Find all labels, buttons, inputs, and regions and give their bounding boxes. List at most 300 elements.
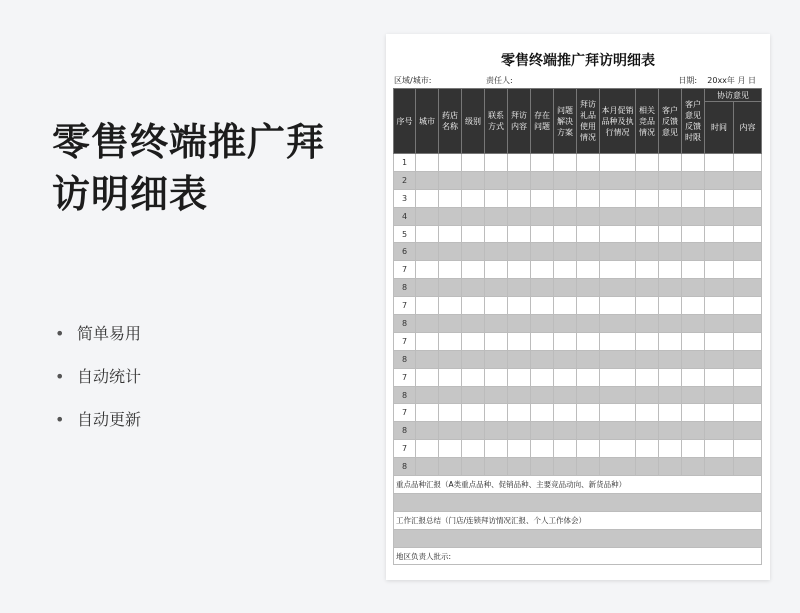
table-cell[interactable]: [659, 368, 682, 386]
table-cell[interactable]: [508, 315, 531, 333]
key-products-label: 重点品种汇报（A类重点品种、促销品种、主要竞品动向、新货品种）: [394, 476, 762, 494]
table-cell[interactable]: [462, 297, 485, 315]
table-cell[interactable]: [462, 386, 485, 404]
table-cell[interactable]: [439, 225, 462, 243]
table-cell[interactable]: [600, 386, 636, 404]
table-cell[interactable]: [682, 243, 705, 261]
row-seq-cell: 8: [394, 279, 416, 297]
table-cell[interactable]: [508, 154, 531, 172]
row-seq-cell: 8: [394, 315, 416, 333]
table-cell[interactable]: [416, 404, 439, 422]
table-cell[interactable]: [462, 171, 485, 189]
table-cell[interactable]: [531, 261, 554, 279]
table-cell[interactable]: [531, 315, 554, 333]
table-cell[interactable]: [508, 189, 531, 207]
table-cell[interactable]: [577, 386, 600, 404]
header-assist-group: 协访意见: [705, 89, 762, 102]
table-cell[interactable]: [416, 154, 439, 172]
table-cell[interactable]: [705, 225, 734, 243]
key-products-value: [394, 493, 762, 511]
manager-comment-label: 地区负责人批示:: [394, 547, 762, 565]
table-cell[interactable]: [485, 422, 508, 440]
table-cell[interactable]: [734, 386, 762, 404]
table-cell[interactable]: [577, 189, 600, 207]
table-cell[interactable]: [508, 404, 531, 422]
table-cell[interactable]: [462, 404, 485, 422]
table-cell[interactable]: [416, 458, 439, 476]
table-cell[interactable]: [734, 350, 762, 368]
table-cell[interactable]: [485, 171, 508, 189]
table-cell[interactable]: [439, 243, 462, 261]
table-row: [394, 458, 762, 476]
row-seq-cell: 8: [394, 422, 416, 440]
table-cell[interactable]: [416, 332, 439, 350]
table-cell[interactable]: [531, 440, 554, 458]
table-cell[interactable]: [705, 154, 734, 172]
table-cell[interactable]: [734, 154, 762, 172]
table-cell[interactable]: [682, 332, 705, 350]
feature-label: 自动统计: [77, 366, 142, 386]
table-cell[interactable]: [485, 315, 508, 333]
table-cell[interactable]: [577, 440, 600, 458]
table-cell[interactable]: [600, 297, 636, 315]
table-cell[interactable]: [508, 458, 531, 476]
table-cell[interactable]: [485, 386, 508, 404]
table-cell[interactable]: [682, 404, 705, 422]
table-cell[interactable]: [682, 171, 705, 189]
bullet-icon: •: [55, 409, 65, 429]
table-cell[interactable]: [577, 171, 600, 189]
table-cell[interactable]: [439, 189, 462, 207]
table-cell[interactable]: [600, 279, 636, 297]
table-cell[interactable]: [659, 243, 682, 261]
table-cell[interactable]: [600, 422, 636, 440]
table-cell[interactable]: [439, 171, 462, 189]
table-cell[interactable]: [531, 350, 554, 368]
table-cell[interactable]: [734, 261, 762, 279]
table-cell[interactable]: [508, 386, 531, 404]
feature-label: 自动更新: [77, 409, 142, 429]
table-cell[interactable]: [636, 279, 659, 297]
table-cell[interactable]: [659, 350, 682, 368]
table-cell[interactable]: [705, 189, 734, 207]
table-cell[interactable]: [682, 154, 705, 172]
table-cell[interactable]: [705, 279, 734, 297]
table-cell[interactable]: [439, 386, 462, 404]
table-cell[interactable]: [439, 332, 462, 350]
table-cell[interactable]: [485, 207, 508, 225]
table-cell[interactable]: [508, 422, 531, 440]
table-cell[interactable]: [554, 261, 577, 279]
table-cell[interactable]: [416, 171, 439, 189]
table-cell[interactable]: [439, 154, 462, 172]
table-row: [394, 225, 762, 243]
header-level: 级别: [462, 89, 485, 154]
table-cell[interactable]: [636, 315, 659, 333]
table-cell[interactable]: [531, 458, 554, 476]
visit-table: [393, 88, 762, 565]
table-cell[interactable]: [485, 243, 508, 261]
table-cell[interactable]: [554, 243, 577, 261]
table-cell[interactable]: [531, 243, 554, 261]
table-cell[interactable]: [462, 207, 485, 225]
table-cell[interactable]: [705, 261, 734, 279]
table-cell[interactable]: [682, 315, 705, 333]
table-cell[interactable]: [577, 315, 600, 333]
row-seq-cell: 7: [394, 440, 416, 458]
table-cell[interactable]: [485, 368, 508, 386]
table-cell[interactable]: [636, 207, 659, 225]
table-cell[interactable]: [705, 315, 734, 333]
table-cell[interactable]: [439, 422, 462, 440]
table-cell[interactable]: [462, 279, 485, 297]
table-row: [394, 261, 762, 279]
table-cell[interactable]: [462, 350, 485, 368]
header-solution: 问题解决方案: [554, 89, 577, 154]
table-cell[interactable]: [485, 297, 508, 315]
table-cell[interactable]: [508, 440, 531, 458]
table-cell[interactable]: [734, 315, 762, 333]
table-cell[interactable]: [462, 422, 485, 440]
table-cell[interactable]: [734, 207, 762, 225]
table-cell[interactable]: [439, 261, 462, 279]
table-cell[interactable]: [734, 297, 762, 315]
table-cell[interactable]: [531, 225, 554, 243]
table-cell[interactable]: [682, 458, 705, 476]
table-cell[interactable]: [636, 350, 659, 368]
table-cell[interactable]: [600, 207, 636, 225]
row-seq-cell: 7: [394, 261, 416, 279]
row-seq-cell: 8: [394, 386, 416, 404]
table-cell[interactable]: [636, 189, 659, 207]
table-cell[interactable]: [531, 171, 554, 189]
table-cell[interactable]: [531, 207, 554, 225]
table-cell[interactable]: [659, 154, 682, 172]
header-feedback-deadline: 客户意见反馈时限: [682, 89, 705, 154]
table-cell[interactable]: [531, 332, 554, 350]
table-cell[interactable]: [554, 189, 577, 207]
table-cell[interactable]: [577, 350, 600, 368]
table-cell[interactable]: [577, 332, 600, 350]
table-cell[interactable]: [636, 297, 659, 315]
table-cell[interactable]: [659, 189, 682, 207]
table-cell[interactable]: [705, 207, 734, 225]
table-cell[interactable]: [554, 297, 577, 315]
table-cell[interactable]: [636, 243, 659, 261]
table-cell[interactable]: [462, 368, 485, 386]
table-cell[interactable]: [439, 207, 462, 225]
table-cell[interactable]: [636, 225, 659, 243]
table-cell[interactable]: [577, 458, 600, 476]
table-cell[interactable]: [734, 440, 762, 458]
table-cell[interactable]: [554, 458, 577, 476]
table-cell[interactable]: [416, 315, 439, 333]
table-cell[interactable]: [600, 189, 636, 207]
table-cell[interactable]: [416, 279, 439, 297]
table-cell[interactable]: [439, 315, 462, 333]
date-label: 日期:: [678, 76, 698, 85]
table-cell[interactable]: [416, 422, 439, 440]
table-cell[interactable]: [659, 279, 682, 297]
table-cell[interactable]: [416, 297, 439, 315]
table-cell[interactable]: [682, 386, 705, 404]
table-cell[interactable]: [705, 368, 734, 386]
table-cell[interactable]: [462, 315, 485, 333]
table-cell[interactable]: [531, 422, 554, 440]
table-cell[interactable]: [682, 261, 705, 279]
table-cell[interactable]: [659, 261, 682, 279]
table-cell[interactable]: [554, 404, 577, 422]
table-cell[interactable]: [659, 404, 682, 422]
table-cell[interactable]: [577, 279, 600, 297]
table-cell[interactable]: [531, 386, 554, 404]
table-row: [394, 279, 762, 297]
table-cell[interactable]: [554, 350, 577, 368]
table-cell[interactable]: [734, 458, 762, 476]
table-cell[interactable]: [485, 404, 508, 422]
table-cell[interactable]: [659, 171, 682, 189]
row-seq-cell: 7: [394, 297, 416, 315]
table-cell[interactable]: [485, 332, 508, 350]
table-cell[interactable]: [416, 243, 439, 261]
promo-title-line1: 零售终端推广拜: [52, 120, 326, 164]
table-cell[interactable]: [508, 350, 531, 368]
table-cell[interactable]: [577, 261, 600, 279]
table-cell[interactable]: [734, 189, 762, 207]
table-cell[interactable]: [636, 332, 659, 350]
table-cell[interactable]: [682, 350, 705, 368]
table-cell[interactable]: [577, 154, 600, 172]
table-cell[interactable]: [734, 332, 762, 350]
table-cell[interactable]: [554, 386, 577, 404]
table-cell[interactable]: [734, 422, 762, 440]
table-cell[interactable]: [485, 279, 508, 297]
work-summary-value: [394, 529, 762, 547]
table-cell[interactable]: [554, 171, 577, 189]
table-cell[interactable]: [682, 440, 705, 458]
table-cell[interactable]: [682, 225, 705, 243]
table-cell[interactable]: [659, 297, 682, 315]
table-cell[interactable]: [439, 440, 462, 458]
table-cell[interactable]: [600, 225, 636, 243]
table-cell[interactable]: [682, 422, 705, 440]
promo-title: [52, 116, 372, 220]
table-cell[interactable]: [508, 368, 531, 386]
table-cell[interactable]: [659, 207, 682, 225]
table-cell[interactable]: [531, 368, 554, 386]
table-cell[interactable]: [600, 332, 636, 350]
table-cell[interactable]: [636, 422, 659, 440]
table-cell[interactable]: [439, 350, 462, 368]
table-cell[interactable]: [416, 225, 439, 243]
table-cell[interactable]: [554, 440, 577, 458]
table-cell[interactable]: [636, 368, 659, 386]
table-cell[interactable]: [485, 154, 508, 172]
table-cell[interactable]: [705, 404, 734, 422]
table-row: [394, 422, 762, 440]
table-cell[interactable]: [439, 458, 462, 476]
header-gift-usage: 拜访礼品使用情况: [577, 89, 600, 154]
table-cell[interactable]: [439, 279, 462, 297]
table-cell[interactable]: [416, 368, 439, 386]
date-value: 20xx年 月 日: [707, 76, 756, 85]
table-cell[interactable]: [659, 332, 682, 350]
table-cell[interactable]: [416, 440, 439, 458]
table-cell[interactable]: [734, 225, 762, 243]
table-cell[interactable]: [554, 154, 577, 172]
table-cell[interactable]: [636, 386, 659, 404]
table-cell[interactable]: [705, 440, 734, 458]
table-cell[interactable]: [462, 154, 485, 172]
sheet-title: 零售终端推广拜访明细表: [501, 53, 655, 69]
table-cell[interactable]: [577, 225, 600, 243]
table-cell[interactable]: [705, 171, 734, 189]
table-cell[interactable]: [577, 422, 600, 440]
table-cell[interactable]: [734, 368, 762, 386]
table-cell[interactable]: [705, 243, 734, 261]
table-cell[interactable]: [577, 207, 600, 225]
table-cell[interactable]: [705, 332, 734, 350]
table-cell[interactable]: [462, 440, 485, 458]
table-cell[interactable]: [659, 458, 682, 476]
header-competitor: 相关竞品情况: [636, 89, 659, 154]
table-cell[interactable]: [636, 458, 659, 476]
table-cell[interactable]: [531, 297, 554, 315]
table-cell[interactable]: [636, 261, 659, 279]
table-cell[interactable]: [416, 386, 439, 404]
table-cell[interactable]: [485, 189, 508, 207]
table-cell[interactable]: [636, 440, 659, 458]
table-row: [394, 332, 762, 350]
table-cell[interactable]: [705, 458, 734, 476]
feature-item: [55, 312, 141, 355]
table-cell[interactable]: [508, 225, 531, 243]
table-cell[interactable]: [705, 422, 734, 440]
table-cell[interactable]: [659, 386, 682, 404]
table-cell[interactable]: [734, 171, 762, 189]
row-seq-cell: 7: [394, 368, 416, 386]
table-cell[interactable]: [682, 297, 705, 315]
table-cell[interactable]: [485, 350, 508, 368]
region-label: 区域/城市:: [394, 76, 432, 85]
table-cell[interactable]: [485, 440, 508, 458]
table-cell[interactable]: [462, 261, 485, 279]
table-cell[interactable]: [600, 261, 636, 279]
table-cell[interactable]: [705, 297, 734, 315]
table-cell[interactable]: [485, 458, 508, 476]
table-cell[interactable]: [600, 171, 636, 189]
table-cell[interactable]: [531, 154, 554, 172]
table-cell[interactable]: [462, 189, 485, 207]
header-contact: 联系方式: [485, 89, 508, 154]
table-cell[interactable]: [485, 261, 508, 279]
table-cell[interactable]: [734, 279, 762, 297]
table-cell[interactable]: [416, 189, 439, 207]
table-cell[interactable]: [682, 368, 705, 386]
table-cell[interactable]: [531, 404, 554, 422]
table-cell[interactable]: [682, 207, 705, 225]
table-cell[interactable]: [577, 243, 600, 261]
table-cell[interactable]: [600, 404, 636, 422]
table-cell[interactable]: [508, 171, 531, 189]
table-row: [394, 386, 762, 404]
table-cell[interactable]: [462, 225, 485, 243]
table-cell[interactable]: [554, 422, 577, 440]
header-seq: 序号: [394, 89, 416, 154]
table-cell[interactable]: [577, 404, 600, 422]
table-cell[interactable]: [416, 207, 439, 225]
feature-item: [55, 355, 141, 398]
table-cell[interactable]: [636, 171, 659, 189]
table-cell[interactable]: [659, 315, 682, 333]
table-cell[interactable]: [554, 332, 577, 350]
table-cell[interactable]: [659, 422, 682, 440]
table-cell[interactable]: [554, 368, 577, 386]
table-cell[interactable]: [600, 315, 636, 333]
row-seq-cell: 7: [394, 332, 416, 350]
table-cell[interactable]: [439, 297, 462, 315]
table-cell[interactable]: [554, 207, 577, 225]
table-cell[interactable]: [462, 332, 485, 350]
table-cell[interactable]: [577, 297, 600, 315]
table-cell[interactable]: [531, 189, 554, 207]
header-feedback: 客户反馈意见: [659, 89, 682, 154]
table-cell[interactable]: [554, 315, 577, 333]
table-cell[interactable]: [462, 458, 485, 476]
table-cell[interactable]: [600, 458, 636, 476]
table-cell[interactable]: [636, 154, 659, 172]
table-cell[interactable]: [600, 350, 636, 368]
table-cell[interactable]: [508, 243, 531, 261]
table-cell[interactable]: [439, 368, 462, 386]
table-cell[interactable]: [485, 225, 508, 243]
table-cell[interactable]: [508, 279, 531, 297]
table-cell[interactable]: [508, 261, 531, 279]
table-cell[interactable]: [462, 243, 485, 261]
table-cell[interactable]: [659, 440, 682, 458]
feature-item: [55, 398, 141, 441]
table-cell[interactable]: [554, 279, 577, 297]
table-cell[interactable]: [531, 279, 554, 297]
table-cell[interactable]: [682, 189, 705, 207]
table-cell[interactable]: [682, 279, 705, 297]
table-cell[interactable]: [508, 207, 531, 225]
table-cell[interactable]: [439, 404, 462, 422]
table-cell[interactable]: [659, 225, 682, 243]
row-seq-cell: 6: [394, 243, 416, 261]
table-cell[interactable]: [636, 404, 659, 422]
table-cell[interactable]: [600, 154, 636, 172]
table-cell[interactable]: [600, 440, 636, 458]
table-cell[interactable]: [416, 350, 439, 368]
header-existing-issue: 存在问题: [531, 89, 554, 154]
table-cell[interactable]: [577, 368, 600, 386]
table-cell[interactable]: [508, 332, 531, 350]
table-cell[interactable]: [554, 225, 577, 243]
row-seq-cell: 5: [394, 225, 416, 243]
table-row: [394, 368, 762, 386]
table-cell[interactable]: [600, 243, 636, 261]
table-cell[interactable]: [600, 368, 636, 386]
document-preview: [386, 34, 770, 580]
table-cell[interactable]: [734, 404, 762, 422]
table-cell[interactable]: [705, 350, 734, 368]
row-seq-cell: 1: [394, 154, 416, 172]
table-cell[interactable]: [734, 243, 762, 261]
table-cell[interactable]: [705, 386, 734, 404]
table-cell[interactable]: [508, 297, 531, 315]
table-cell[interactable]: [416, 261, 439, 279]
